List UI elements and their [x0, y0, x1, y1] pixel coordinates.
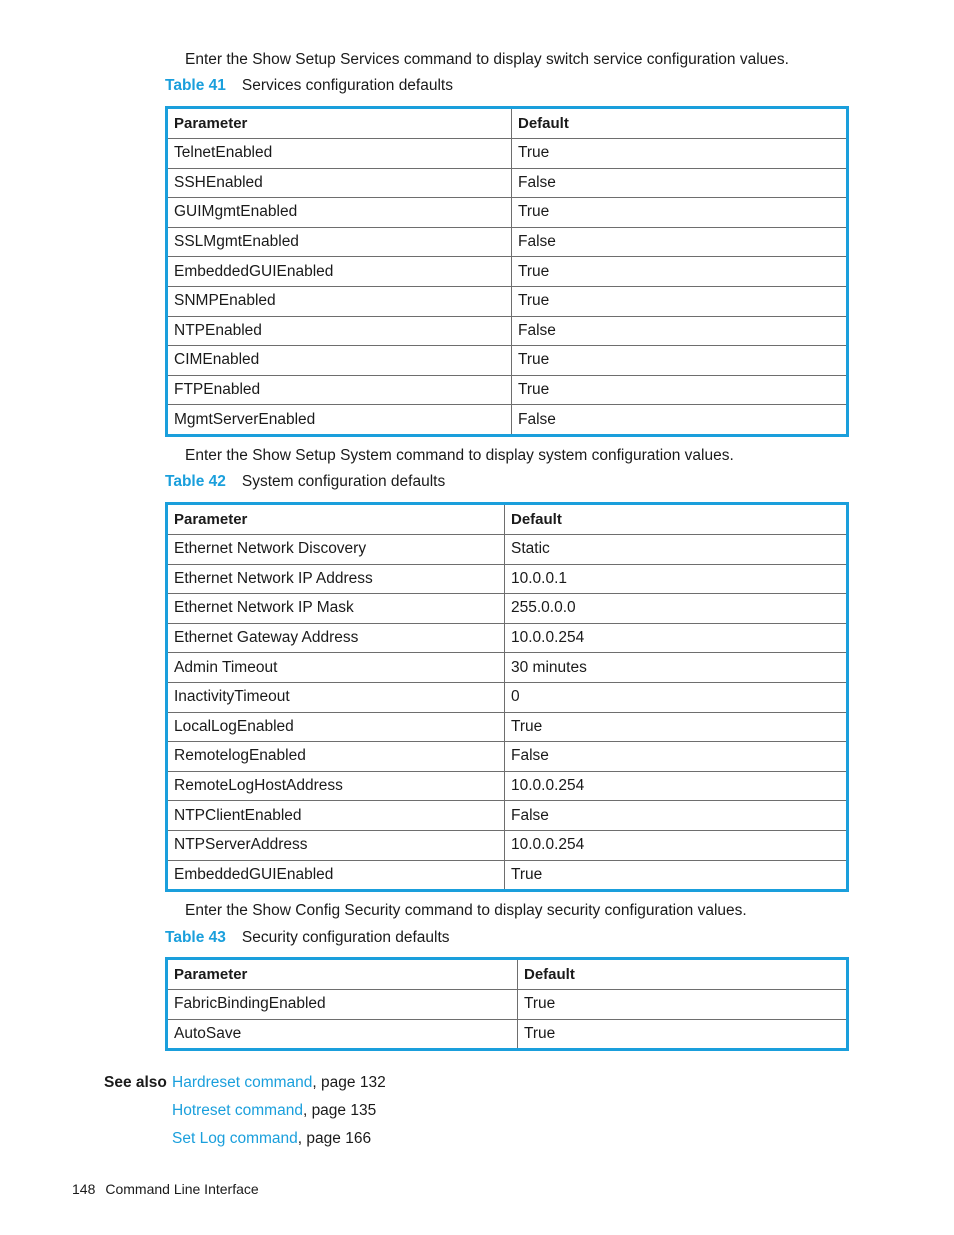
table-row	[167, 168, 848, 198]
column-header-parameter: Parameter	[167, 108, 512, 139]
default-value-cell: Static	[505, 535, 848, 565]
table-row	[167, 227, 848, 257]
parameter-cell: EmbeddedGUIEnabled	[167, 257, 512, 287]
hotreset-command-link[interactable]: Hotreset command	[172, 1102, 303, 1119]
default-value-cell: 10.0.0.254	[505, 830, 848, 860]
default-value-cell: 0	[505, 682, 848, 712]
parameter-cell: Ethernet Network Discovery	[167, 535, 505, 565]
table-row	[167, 594, 848, 624]
table-42-label: Table 42	[165, 473, 226, 490]
system-config-table	[165, 502, 849, 892]
table-row	[167, 286, 848, 316]
table-header-row	[167, 504, 848, 535]
parameter-cell: NTPServerAddress	[167, 830, 505, 860]
table-row	[167, 198, 848, 228]
default-value-cell: 10.0.0.254	[505, 771, 848, 801]
table-row	[167, 623, 848, 653]
default-value-cell: 30 minutes	[505, 653, 848, 683]
table-row	[167, 375, 848, 405]
parameter-cell: Ethernet Network IP Address	[167, 564, 505, 594]
column-header-parameter: Parameter	[167, 959, 518, 990]
default-value-cell: False	[505, 801, 848, 831]
parameter-cell: Ethernet Gateway Address	[167, 623, 505, 653]
parameter-cell: NTPEnabled	[167, 316, 512, 346]
table-row	[167, 990, 848, 1020]
column-header-parameter: Parameter	[167, 504, 505, 535]
default-value-cell: True	[512, 346, 848, 376]
see-also-page-ref: , page 132	[312, 1074, 386, 1091]
table-row	[167, 139, 848, 169]
see-also-item	[172, 1101, 376, 1121]
parameter-cell: LocalLogEnabled	[167, 712, 505, 742]
set-log-command-link[interactable]: Set Log command	[172, 1130, 298, 1147]
parameter-cell: EmbeddedGUIEnabled	[167, 860, 505, 891]
parameter-cell: FTPEnabled	[167, 375, 512, 405]
parameter-cell: FabricBindingEnabled	[167, 990, 518, 1020]
table-row	[167, 682, 848, 712]
default-value-cell: False	[512, 168, 848, 198]
table-row	[167, 653, 848, 683]
default-value-cell: True	[512, 257, 848, 287]
parameter-cell: CIMEnabled	[167, 346, 512, 376]
parameter-cell: NTPClientEnabled	[167, 801, 505, 831]
table-41-title: Services configuration defaults	[241, 77, 453, 94]
table-row	[167, 771, 848, 801]
default-value-cell: 255.0.0.0	[505, 594, 848, 624]
parameter-cell: MgmtServerEnabled	[167, 405, 512, 436]
table-43-caption	[165, 928, 450, 948]
default-value-cell: False	[512, 316, 848, 346]
column-header-default: Default	[512, 108, 848, 139]
default-value-cell: False	[512, 405, 848, 436]
table-row	[167, 535, 848, 565]
parameter-cell: RemoteLogHostAddress	[167, 771, 505, 801]
table-row	[167, 801, 848, 831]
intro-security: Enter the Show Config Security command to display security configuration values.	[185, 902, 747, 919]
column-header-default: Default	[505, 504, 848, 535]
table-41-label: Table 41	[165, 77, 226, 94]
default-value-cell: True	[512, 139, 848, 169]
table-row	[167, 564, 848, 594]
parameter-cell: InactivityTimeout	[167, 682, 505, 712]
table-42-caption	[165, 472, 445, 492]
page-footer	[72, 1179, 259, 1199]
see-also-item	[172, 1129, 371, 1149]
see-also-page-ref: , page 135	[302, 1102, 377, 1119]
table-header-row	[167, 959, 848, 990]
table-row	[167, 712, 848, 742]
services-config-table	[165, 106, 849, 437]
parameter-cell: SNMPEnabled	[167, 286, 512, 316]
table-43-label: Table 43	[165, 929, 226, 946]
default-value-cell: 10.0.0.1	[505, 564, 848, 594]
parameter-cell: GUIMgmtEnabled	[167, 198, 512, 228]
default-value-cell: True	[512, 286, 848, 316]
table-row	[167, 1019, 848, 1050]
see-also-item	[172, 1073, 386, 1093]
parameter-cell: Ethernet Network IP Mask	[167, 594, 505, 624]
table-row	[167, 316, 848, 346]
table-row	[167, 257, 848, 287]
default-value-cell: 10.0.0.254	[505, 623, 848, 653]
intro-system: Enter the Show Setup System command to display system configuration values.	[185, 447, 734, 464]
table-row	[167, 860, 848, 891]
default-value-cell: True	[518, 1019, 848, 1050]
default-value-cell: False	[505, 742, 848, 772]
table-42-title: System configuration defaults	[241, 473, 446, 490]
intro-services: Enter the Show Setup Services command to display switch service configuration values.	[185, 51, 789, 68]
table-41-caption	[165, 76, 453, 96]
parameter-cell: Admin Timeout	[167, 653, 505, 683]
default-value-cell: True	[505, 712, 848, 742]
table-row	[167, 346, 848, 376]
table-row	[167, 405, 848, 436]
table-43-title: Security configuration defaults	[241, 929, 450, 946]
default-value-cell: True	[512, 375, 848, 405]
column-header-default: Default	[518, 959, 848, 990]
default-value-cell: True	[518, 990, 848, 1020]
security-config-table	[165, 957, 849, 1051]
default-value-cell: True	[512, 198, 848, 228]
parameter-cell: AutoSave	[167, 1019, 518, 1050]
chapter-title: Command Line Interface	[105, 1181, 259, 1197]
table-header-row	[167, 108, 848, 139]
default-value-cell: True	[505, 860, 848, 891]
default-value-cell: False	[512, 227, 848, 257]
page-number: 148	[72, 1181, 96, 1197]
table-row	[167, 830, 848, 860]
parameter-cell: TelnetEnabled	[167, 139, 512, 169]
parameter-cell: SSLMgmtEnabled	[167, 227, 512, 257]
hardreset-command-link[interactable]: Hardreset command	[172, 1074, 313, 1091]
table-row	[167, 742, 848, 772]
parameter-cell: SSHEnabled	[167, 168, 512, 198]
see-also-page-ref: , page 166	[297, 1130, 372, 1147]
see-also-label: See also	[104, 1074, 167, 1091]
parameter-cell: RemotelogEnabled	[167, 742, 505, 772]
